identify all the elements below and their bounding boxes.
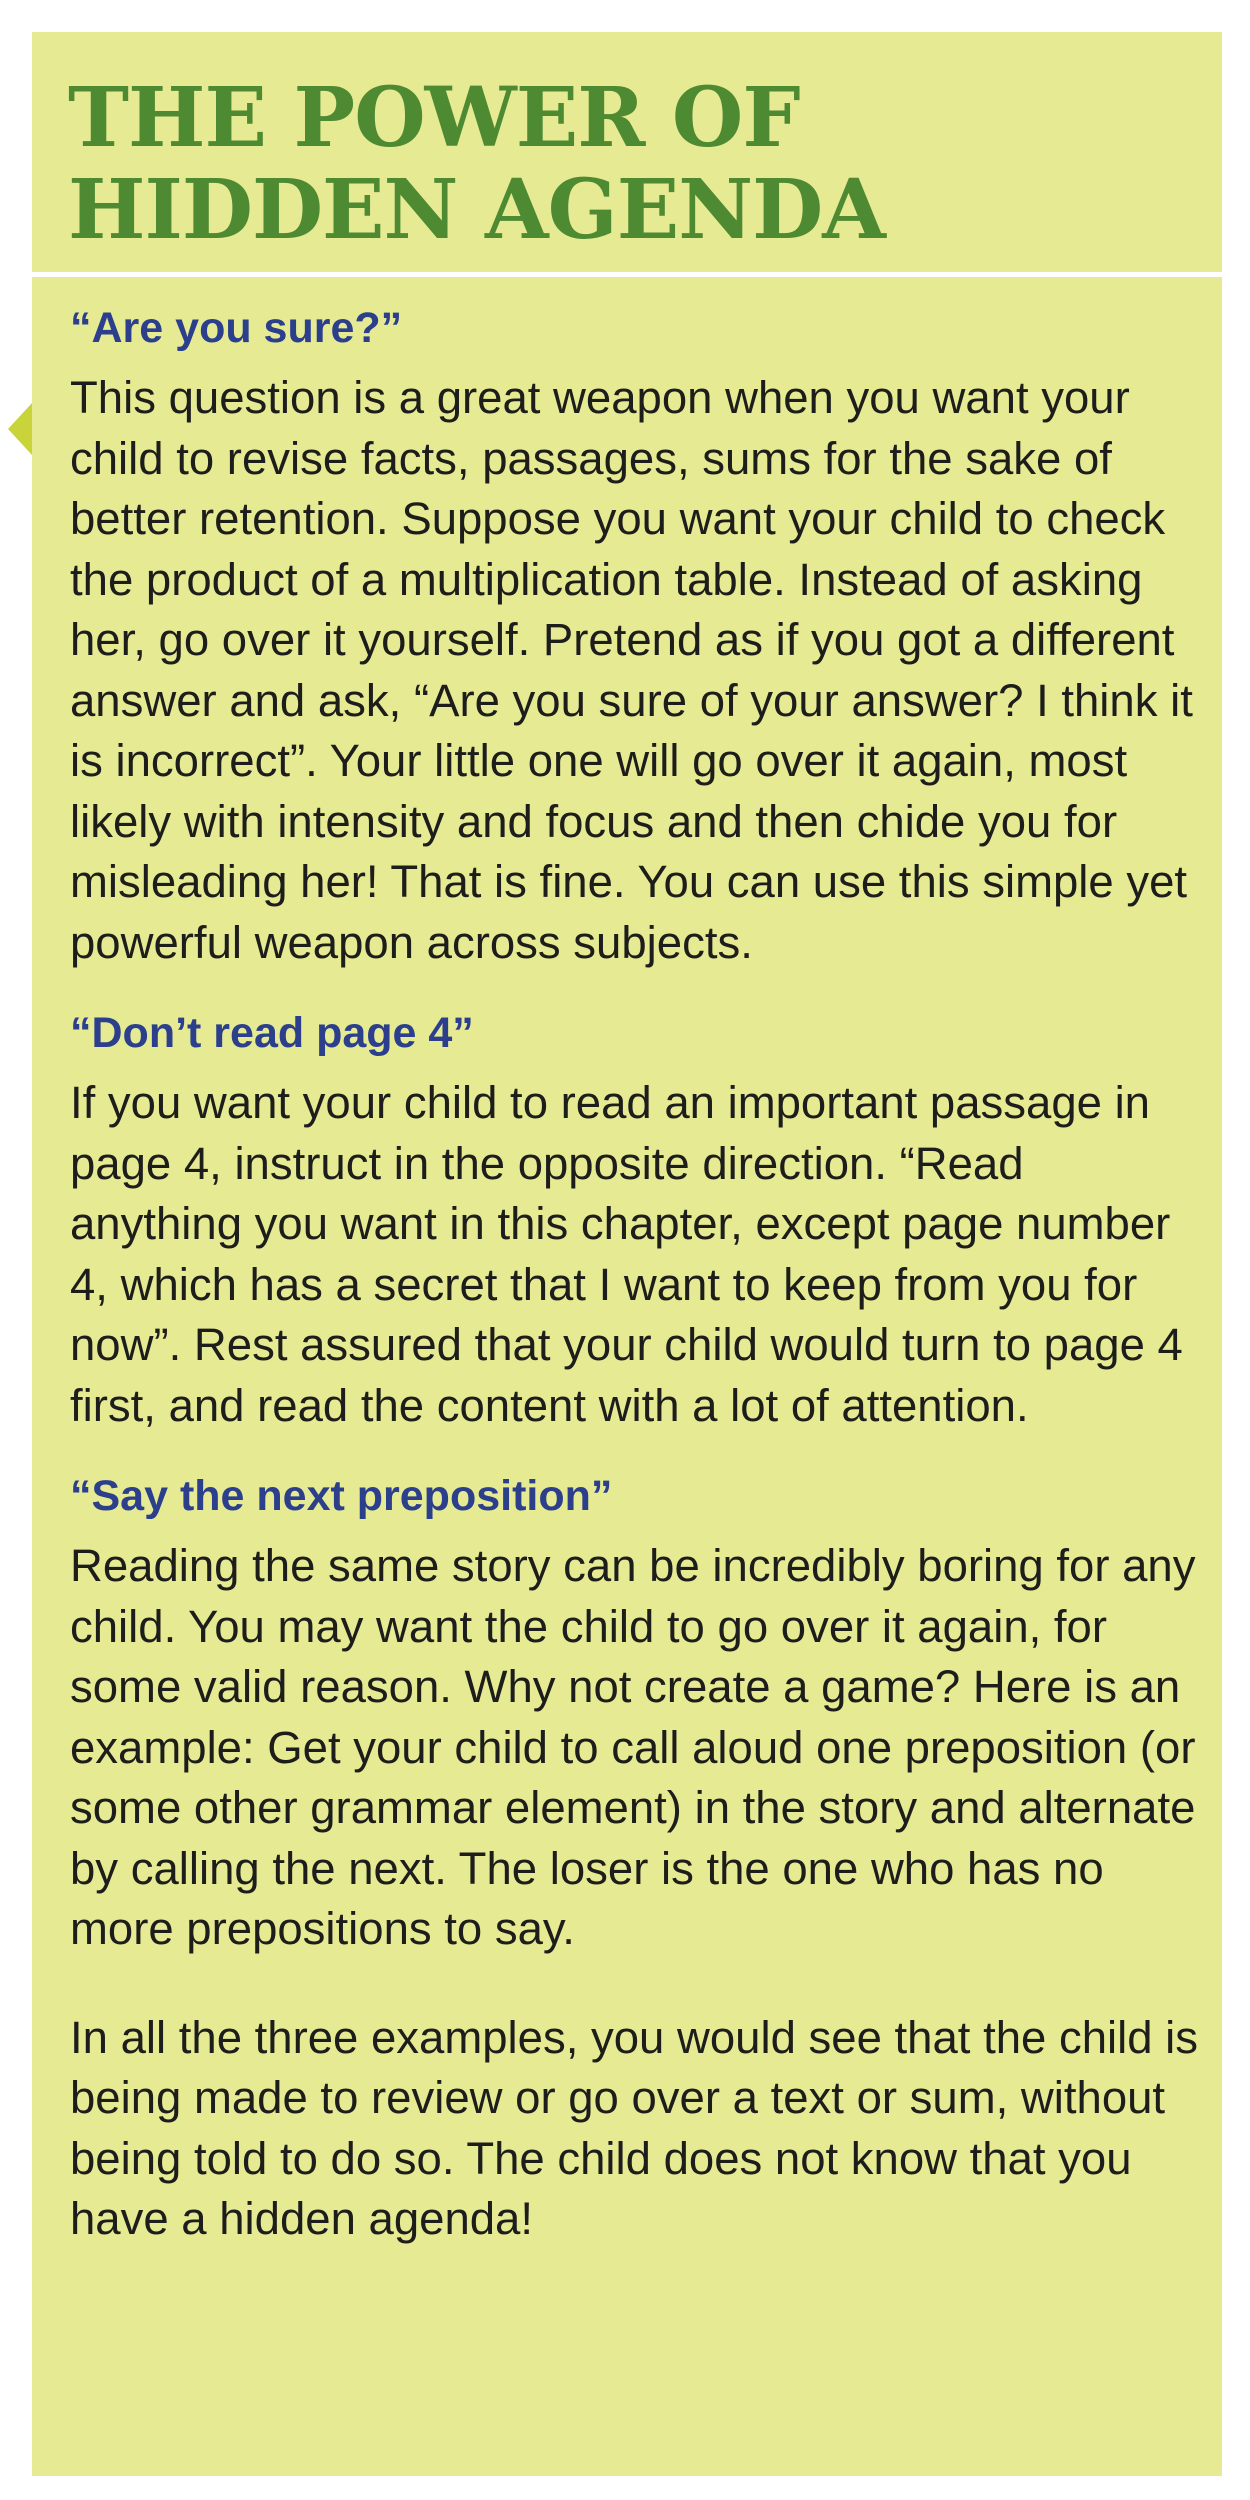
article-box (32, 32, 1222, 2476)
title-line-1: THE POWER OF (68, 70, 800, 166)
section-heading: “Don’t read page 4” (70, 1009, 474, 1057)
section-body: If you want your child to read an important passage in page 4, instruct in the opposite direction. “Read anything you want in this chapter, except page number 4, which has a secret that I want to keep from you for now”. Rest assured that your child would turn to page 4 first, and read the content with a lot of attention. (70, 1077, 1183, 1431)
title-line-2: HIDDEN AGENDA (68, 162, 885, 258)
section-say-next-preposition (70, 1470, 1200, 1960)
section-heading: “Are you sure?” (70, 304, 403, 352)
side-pointer-arrow (8, 403, 32, 455)
section-are-you-sure (70, 302, 1200, 973)
section-body: This question is a great weapon when you want your child to revise facts, passages, sums for the sake of better retention. Suppose you want your child to check the product of a multiplication table. Instead of asking her, go over it yourself. Pretend as if you got a different answer and ask, “Are you sure of your answer? I think it is incorrect”. Your little one will go over it again, most likely with intensity and focus and then chide you for misleading her! That is fine. You can use this simple yet powerful weapon across subjects. (70, 372, 1193, 968)
section-dont-read-page-4 (70, 1007, 1200, 1436)
article-content (70, 302, 1200, 2250)
conclusion-paragraph: In all the three examples, you would see that the child is being made to review or go over a text or sum, without being told to do so. The child does not know that you have a hidden agenda! (70, 2011, 1199, 2244)
section-body: Reading the same story can be incredibly boring for any child. You may want the child to go over it again, for some valid reason. Why not create a game? Here is an example: Get your child to call aloud one preposition (or some other grammar element) in the story and alternate by calling the next. The loser is the one who has no more prepositions to say. (70, 1540, 1196, 1954)
title-area (32, 32, 1222, 277)
section-heading: “Say the next preposition” (70, 1472, 613, 1520)
article-title (68, 72, 1168, 256)
